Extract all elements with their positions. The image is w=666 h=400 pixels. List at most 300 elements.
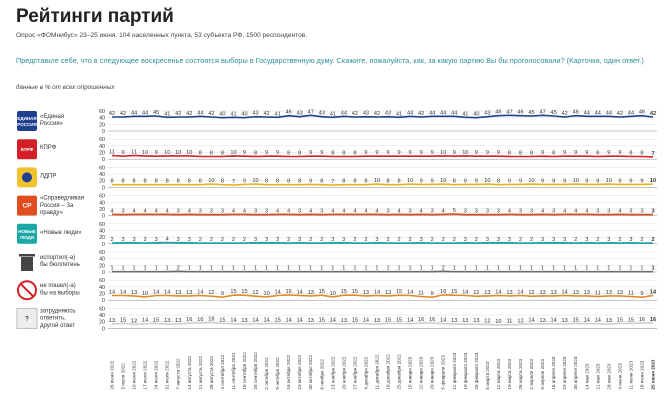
data-label: 9 [552,178,556,185]
y-tick-label: 0 [102,270,105,276]
data-label: 1 [231,265,236,272]
data-label: 1 [298,265,302,272]
data-label: 8 [629,150,633,157]
data-label: 3 [651,208,655,215]
data-label: 2 [651,237,655,244]
data-label: 13 [605,318,612,325]
data-label: 4 [309,208,313,215]
data-label: 3 [209,208,213,215]
data-label: 44 [583,110,590,117]
data-label: 7 [331,179,335,186]
data-label: 15 [274,317,281,324]
y-tick-label: 60 [99,109,105,115]
data-label: 14 [462,289,469,296]
data-label: 4 [132,208,136,215]
data-label: 2 [441,237,445,244]
ldpr-logo-emblem [22,172,32,182]
x-tick-label: 18 декабря 2022 [385,354,391,390]
x-tick-label: 11 сентября 2022 [230,352,236,390]
data-label: 9 [541,178,545,185]
data-label: 42 [418,111,425,117]
data-label: 41 [329,111,336,118]
data-label: 16 [638,317,646,324]
y-tick-label: 0 [102,241,105,248]
y-tick-label: 40 [99,256,105,263]
data-label: 43 [484,110,491,117]
x-tick-label: 25 сентября 2022 [253,352,259,390]
x-tick-label: 19 марта 2023 [506,358,512,390]
data-label: 9 [276,150,280,157]
page-title: Рейтинги партий [16,6,174,27]
data-label: 3 [342,236,346,243]
data-label: 41 [462,111,469,118]
data-label: 8 [165,178,169,185]
united-russia-logo-bg [17,111,37,131]
data-label: 4 [154,208,158,215]
data-label: 3 [629,236,633,243]
data-label: 8 [386,178,390,185]
data-label: 12 [130,318,138,325]
data-label: 40 [473,111,480,118]
data-label: 8 [342,150,346,157]
data-label: 4 [342,208,346,215]
data-label: 8 [529,150,534,157]
data-label: 14 [550,317,557,324]
data-label: 1 [585,265,589,272]
trash-bin-body [21,257,33,271]
data-label: 14 [164,289,171,296]
data-label: 3 [563,236,567,243]
data-label: 3 [585,236,589,243]
data-label: 12 [252,290,259,297]
data-label: 1 [485,265,489,272]
data-label: 3 [132,236,136,243]
data-label: 3 [629,208,633,215]
data-label: 3 [518,208,523,215]
data-label: 9 [419,150,423,157]
data-label: 10 [528,178,535,185]
series-label: «Справедливая Россия – За правду» [40,195,84,216]
data-label: 9 [474,178,478,185]
data-label: 1 [342,265,346,272]
data-label: 9 [375,150,379,157]
data-label: 3 [485,208,489,215]
data-label: 1 [518,265,523,272]
data-label: 9 [585,150,589,157]
data-label: 10 [230,149,237,156]
data-label: 4 [507,208,512,215]
data-label: 10 [406,178,414,185]
data-label: 3 [154,236,158,243]
data-label: 3 [253,208,258,215]
data-label: 2 [408,237,412,244]
data-label: 2 [574,237,578,244]
data-label: 9 [618,178,622,185]
data-label: 8 [298,150,302,157]
data-label: 3 [640,208,644,215]
data-label: 14 [230,317,237,324]
data-label: 2 [441,265,445,272]
y-tick-label: 40 [99,228,105,235]
data-label: 2 [231,237,236,244]
survey-subtitle: Опрос «ФОМнибус» 23–25 июня. 104 населенных пункта, 53 субъекта РФ. 1500 респондентов. [16,32,308,39]
data-label: 8 [198,150,202,157]
x-tick-label: 12 февраля 2023 [451,352,457,390]
data-label: 42 [561,111,568,117]
data-label: 8 [121,178,125,185]
data-label: 9 [397,150,401,157]
data-label: 10 [440,149,447,156]
data-label: 14 [274,289,281,296]
data-label: 1 [375,265,379,272]
data-label: 4 [364,208,368,215]
data-label: 14 [108,289,116,296]
data-label: 4 [419,208,423,215]
x-tick-label: 31 июля 2022 [164,360,170,390]
x-tick-label: 14 мая 2023 [584,363,590,390]
data-label: 3 [485,236,489,243]
data-label: 2 [309,237,313,244]
data-label: 10 [164,149,171,156]
data-label: 13 [550,289,557,296]
data-label: 14 [440,317,447,324]
data-label: 44 [406,110,414,117]
x-tick-label: 2 апреля 2023 [529,359,535,390]
data-label: 10 [462,149,469,156]
data-label: 2 [220,237,224,244]
data-label: 1 [110,265,114,272]
data-label: 44 [130,110,138,117]
x-tick-label: 28 августа 2022 [208,355,214,390]
data-label: 15 [572,317,579,324]
data-label: 3 [320,208,324,215]
x-tick-label: 3 июля 2022 [120,363,126,390]
data-label: 42 [351,111,359,117]
data-label: 9 [220,291,224,298]
row-7 [18,278,657,304]
data-label: 8 [287,150,291,157]
data-label: 8 [518,150,523,157]
data-label: 3 [430,208,434,215]
data-label: 2 [596,237,600,244]
data-label: 41 [274,111,281,118]
data-label: 14 [296,289,303,296]
data-label: 1 [287,265,291,272]
x-tick-label: 21 августа 2022 [197,355,203,390]
data-label: 2 [618,237,622,244]
data-label: 46 [638,109,646,116]
data-label: 10 [572,178,579,185]
data-label: 42 [208,111,215,117]
data-label: 1 [220,265,224,272]
x-tick-label: 25 декабря 2022 [396,354,402,390]
y-tick-label: 60 [99,250,105,256]
data-label: 1 [629,265,633,272]
data-label: 42 [108,111,116,117]
data-label: 8 [253,150,258,157]
data-label: 16 [186,317,193,324]
data-label: 46 [572,109,579,116]
y-tick-label: 20 [99,263,105,270]
data-label: 1 [563,265,567,272]
data-label: 9 [309,178,313,185]
data-label: 14 [561,289,568,296]
data-label: 1 [529,265,534,272]
data-label: 4 [110,208,114,215]
data-label: 1 [474,265,478,272]
data-label: 1 [651,265,655,272]
data-label: 18 [208,316,215,323]
data-label: 4 [353,208,357,215]
data-label: 3 [187,236,191,243]
data-label: 2 [110,237,114,244]
data-label: 42 [263,111,270,117]
data-label: 42 [186,111,193,117]
data-label: 13 [362,289,370,296]
data-label: 16 [440,288,447,295]
data-label: 10 [495,319,502,326]
data-label: 1 [463,265,467,272]
data-label: 45 [528,110,535,116]
data-label: 4 [541,208,545,215]
data-label: 13 [506,289,513,296]
data-label: 42 [175,111,182,117]
data-label: 1 [320,265,324,272]
data-label: 3 [529,208,534,215]
data-label: 1 [618,265,622,272]
data-label: 8 [342,178,346,185]
data-label: 47 [506,109,513,116]
data-label: 8 [176,178,180,185]
data-label: 13 [451,318,458,325]
y-tick-label: 60 [99,306,105,313]
y-tick-label: 60 [99,193,105,200]
data-label: 16 [649,317,657,324]
data-label: 1 [242,265,247,272]
data-label: 9 [640,291,644,298]
data-label: 4 [242,208,247,215]
data-label: 44 [605,110,612,117]
data-label: 1 [187,265,191,272]
data-label: 8 [320,178,324,185]
x-tick-label: 17 июля 2022 [142,360,148,390]
data-label: 2 [353,237,357,244]
series-line [112,156,653,157]
data-label: 9 [563,150,567,157]
data-label: 1 [507,265,512,272]
data-label: 43 [252,110,259,117]
data-label: 16 [418,317,425,324]
x-tick-label: 26 июня 2022 [109,360,115,390]
data-label: 8 [220,150,224,157]
data-label: 3 [596,208,600,215]
data-label: 46 [495,109,502,116]
data-label: 9 [563,178,567,185]
data-label: 13 [605,289,612,296]
data-label: 8 [507,150,512,157]
x-tick-label: 27 ноября 2022 [352,356,358,390]
data-label: 2 [518,237,523,244]
data-label: 9 [242,150,247,157]
data-label: 2 [430,237,434,244]
data-label: 3 [298,236,302,243]
data-label: 2 [198,237,202,244]
data-label: 11 [109,149,115,156]
data-label: 3 [121,236,125,243]
data-label: 15 [627,317,635,324]
data-label: 13 [561,318,568,325]
series-label: затрудняюсь ответить, другой ответ [40,308,76,329]
data-label: 13 [462,318,469,325]
x-tick-label: 5 марта 2023 [484,361,490,390]
data-label: 3 [375,236,379,243]
y-tick-label: 20 [99,122,105,129]
data-label: 15 [318,289,325,296]
data-label: 1 [552,265,556,272]
units-note: данные в % от всех опрошенных [16,84,115,91]
x-tick-label: 4 декабря 2022 [363,356,369,390]
data-label: 15 [395,289,403,296]
data-label: 40 [219,111,226,118]
data-label: 1 [574,265,578,272]
data-label: 1 [640,265,644,272]
x-tick-label: 4 июня 2023 [617,363,623,390]
data-label: 8 [154,178,158,185]
data-label: 16 [429,317,436,324]
trash-bin-lid [19,254,35,257]
y-tick-label: 40 [99,313,105,320]
data-label: 11 [418,290,425,297]
data-label: 8 [209,150,213,157]
data-label: 1 [386,265,390,272]
y-tick-label: 0 [102,185,105,192]
data-label: 8 [640,150,644,157]
data-label: 1 [408,265,412,272]
x-tick-label: 18 сентября 2022 [241,352,247,390]
series-line [112,214,653,215]
row-2 [17,137,657,163]
data-label: 4 [276,208,280,215]
data-label: 9 [607,150,611,157]
data-label: 10 [263,290,270,297]
data-label: 1 [607,265,611,272]
data-label: 46 [517,109,524,116]
x-tick-label: 21 мая 2023 [595,363,601,390]
data-label: 13 [307,318,314,325]
y-tick-label: 40 [99,115,105,122]
y-tick-label: 60 [99,137,105,144]
data-label: 3 [474,208,478,215]
data-label: 3 [121,208,125,215]
data-label: 44 [197,110,204,117]
y-tick-label: 0 [102,298,105,305]
data-label: 14 [528,317,535,324]
data-label: 1 [265,265,269,272]
data-label: 3 [265,236,269,243]
data-label: 12 [517,318,524,325]
y-tick-label: 40 [99,143,105,150]
series-label: ЛДПР [40,173,57,180]
data-label: 11 [628,290,634,297]
data-label: 15 [616,317,623,324]
data-label: 42 [373,111,381,117]
data-label: 4 [331,208,335,215]
data-label: 3 [176,208,180,215]
data-label: 16 [197,317,204,324]
data-label: 8 [298,178,302,185]
data-label: 15 [384,317,392,324]
data-label: 2 [364,237,368,244]
data-label: 15 [451,289,458,296]
data-label: 12 [473,290,480,297]
data-label: 8 [110,178,114,185]
data-label: 47 [539,109,546,116]
series-label: испортил(-а) бы бюллетень [40,255,80,269]
data-label: 4 [397,208,401,215]
data-label: 15 [119,317,127,324]
data-label: 10 [142,149,149,156]
data-label: 14 [373,289,381,296]
x-tick-label: 11 июня 2023 [628,361,634,390]
y-tick-label: 60 [99,165,105,172]
data-label: 9 [386,150,390,157]
x-tick-label: 9 октября 2022 [275,357,281,390]
data-label: 14 [263,317,270,324]
data-label: 4 [165,236,169,243]
data-label: 15 [241,289,248,296]
data-label: 4 [165,208,169,215]
data-label: 14 [252,317,259,324]
x-tick-label: 26 марта 2023 [518,358,524,390]
data-label: 9 [618,150,622,157]
data-label: 8 [364,178,368,185]
data-label: 9 [629,178,633,185]
data-label: 14 [153,289,160,296]
data-label: 9 [585,178,589,185]
united-russia-logo-text: РОССИЯ [17,122,37,127]
data-label: 8 [265,178,269,185]
data-label: 3 [253,236,258,243]
data-label: 3 [463,236,467,243]
survey-question: Представьте себе, что в следующее воскресенье состоятся выборы в Государственную думу. Скажите, пожалуйста, как, за какую партию Вы бы проголосовали? (Карточка, один ответ.) [16,56,644,65]
data-label: 12 [528,290,535,297]
data-label: 8 [496,178,500,185]
data-label: 2 [143,237,147,244]
data-label: 1 [198,265,202,272]
data-label: 13 [175,318,182,325]
data-label: 9 [320,150,324,157]
data-label: 2 [320,237,324,244]
row-1 [17,109,657,135]
x-tick-label: 6 ноября 2022 [319,359,325,390]
data-label: 10 [373,178,381,185]
data-label: 1 [596,265,600,272]
data-label: 14 [296,317,303,324]
data-label: 9 [496,150,500,157]
data-label: 3 [298,208,302,215]
series-line [112,243,653,244]
data-label: 44 [594,110,601,117]
x-tick-label: 7 августа 2022 [175,358,181,390]
data-label: 44 [340,110,347,117]
data-label: 10 [175,149,182,156]
new-people-logo-text: ЛЮДИ [19,234,35,240]
data-label: 15 [318,317,325,324]
data-label: 15 [153,317,160,324]
data-label: 3 [607,236,611,243]
data-label: 4 [585,208,589,215]
data-label: 1 [165,265,169,272]
